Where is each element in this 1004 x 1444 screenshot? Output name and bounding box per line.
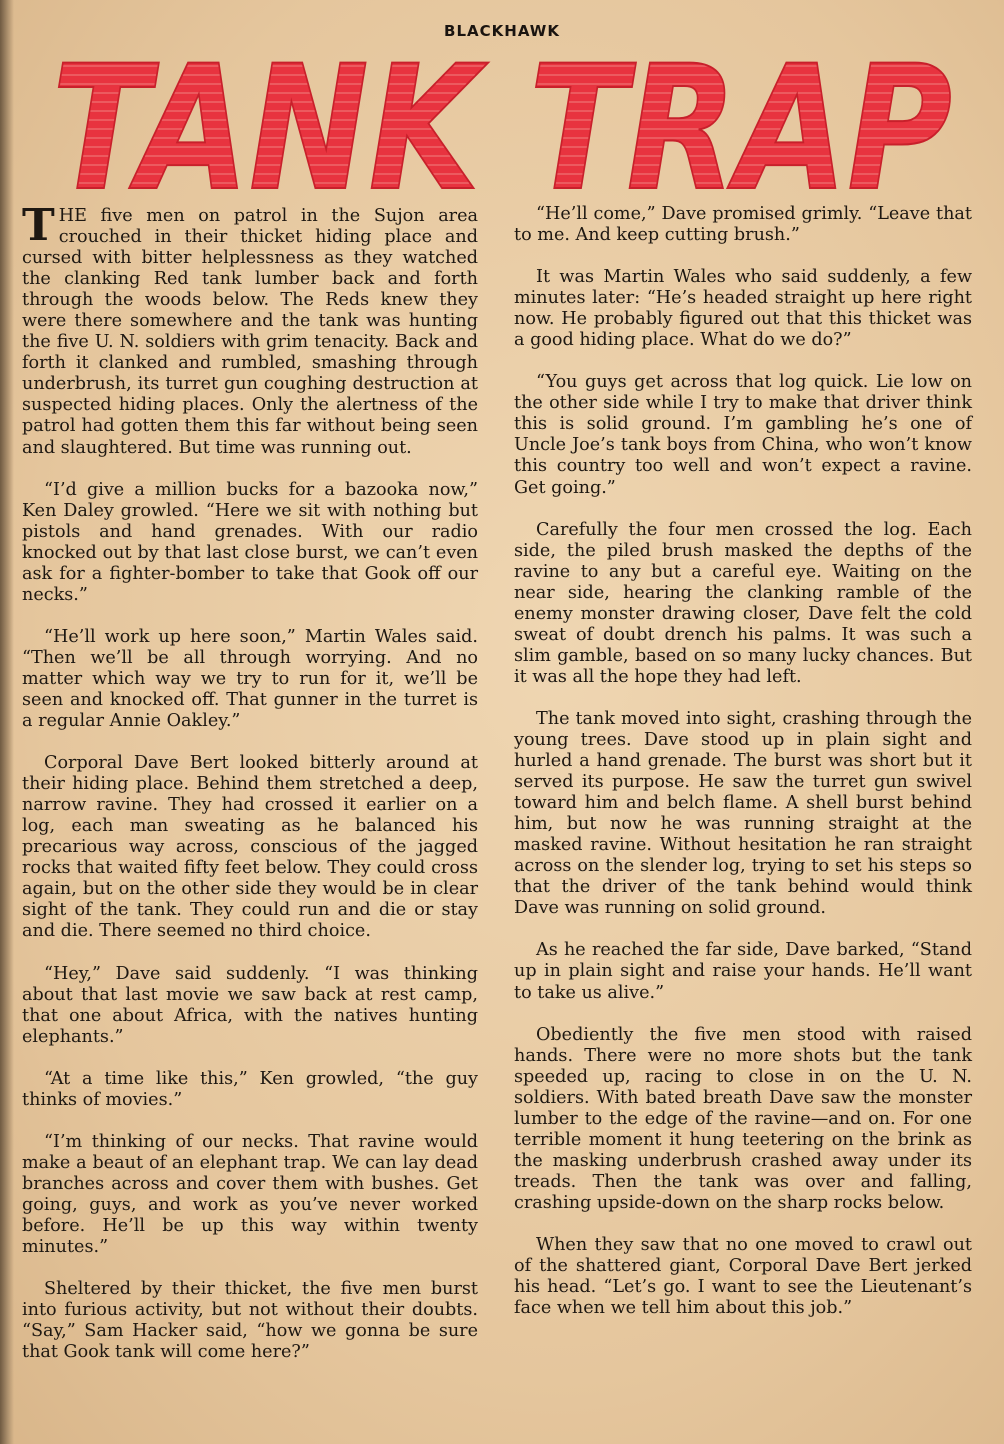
- story-paragraph: Obediently the five men stood with raised hands. There were no more shots but the tank speeded up, racing to close in on the U. N. soldiers. With bated breath Dave saw the monster lumber to the edge of the ravine—and on. For one terrible moment it hung teetering on the brink as the masking underbrush crashed away under its treads. Then the tank was over and falling, crashing upside-down on the sharp rocks below.: [514, 1024, 972, 1213]
- story-paragraph: It was Martin Wales who said suddenly, a few minutes later: “He’s headed straight up here right now. He probably figured out that this thicket was a good hiding place. What do we do?”: [514, 267, 972, 351]
- story-paragraph: Sheltered by their thicket, the five men burst into furious activity, but not without their doubts. “Say,” Sam Hacker said, “how we gonna be sure that Gook tank will come here?”: [22, 1279, 478, 1363]
- binding-gutter: [0, 0, 14, 1444]
- story-paragraph: “Hey,” Dave said suddenly. “I was thinking about that last movie we saw back at rest camp, that one about Africa, with the natives hunting elephants.”: [22, 963, 478, 1047]
- story-title: [0, 36, 1004, 206]
- story-paragraph: “At a time like this,” Ken growled, “the guy thinks of movies.”: [22, 1068, 478, 1110]
- right-column: [514, 204, 972, 1340]
- story-paragraph: “He’ll work up here soon,” Martin Wales said. “Then we’ll be all through worrying. And no matter which way we try to run for it, we’ll be seen and knocked off. That gunner in the turret is a regular Annie Oakley.”: [22, 626, 478, 732]
- title-art: [0, 36, 1004, 206]
- story-paragraph: Carefully the four men crossed the log. Each side, the piled brush masked the depths of the ravine to any but a careful eye. Waiting on the near side, hearing the clanking ramble of the enemy monster drawing closer, Dave felt the cold sweat of doubt drench his palms. It was such a slim gamble, based on so many lucky chances. But it was all the hope they had left.: [514, 519, 972, 687]
- story-paragraph: Corporal Dave Bert looked bitterly around at their hiding place. Behind them stretched a deep, narrow ravine. They had crossed it earlier on a log, each man sweating as he balanced his precarious way across, conscious of the jagged rocks that waited fifty feet below. They could cross again, but on the other side they would be in clear sight of the tank. They could run and die or stay and die. There seemed no third choice.: [22, 753, 478, 942]
- series-header: BLACKHAWK: [444, 22, 560, 40]
- drop-cap: T: [22, 200, 55, 251]
- story-paragraph: “He’ll come,” Dave promised grimly. “Leave that to me. And keep cutting brush.”: [514, 204, 972, 246]
- story-paragraph: “I’m thinking of our necks. That ravine would make a beaut of an elephant trap. We can lay dead branches across and cover them with bushes. Get going, guys, and work as you’ve never worked before. He’ll be up this way within twenty minutes.”: [22, 1131, 478, 1258]
- title-text: TANK TRAP: [52, 36, 952, 206]
- story-paragraph: “I’d give a million bucks for a bazooka now,” Ken Daley growled. “Here we sit with nothing but pistols and hand grenades. With our radio knocked out by that last close burst, we can’t even ask for a fighter-bomber to take that Gook off our necks.”: [22, 479, 478, 605]
- story-paragraph: As he reached the far side, Dave barked, “Stand up in plain sight and raise your hands. He’ll want to take us alive.”: [514, 940, 972, 1003]
- story-paragraph: [22, 200, 478, 459]
- left-column: [22, 200, 478, 1384]
- story-paragraph: The tank moved into sight, crashing through the young trees. Dave stood up in plain sight and hurled a hand grenade. The burst was short but it served its purpose. He saw the turret gun swivel toward him and belch flame. A shell burst behind him, but now he was running straight at the masked ravine. Without hesitation he ran straight across on the slender log, trying to set his steps so that the driver of the tank behind would think Dave was running on solid ground.: [514, 708, 972, 919]
- paragraph-text: HE five men on patrol in the Sujon area crouched in their thicket hiding place and cursed with bitter helplessness as they watched the clanking Red tank lumber back and forth through the woods below. The Reds knew they were there somewhere and the tank was hunting the five U. N. soldiers with grim tenacity. Back and forth it clanked and rumbled, smashing through underbrush, its turret gun coughing destruction at suspected hiding places. Only the alertness of the patrol had gotten them this far without being seen and slaughtered. But time was running out.: [22, 206, 478, 458]
- story-paragraph: When they saw that no one moved to crawl out of the shattered giant, Corporal Dave Bert jerked his head. “Let’s go. I want to see the Lieutenant’s face when we tell him about this job.”: [514, 1234, 972, 1319]
- story-paragraph: “You guys get across that log quick. Lie low on the other side while I try to make that driver think this is solid ground. I’m gambling he’s one of Uncle Joe’s tank boys from China, who won’t know this country too well and won’t expect a ravine. Get going.”: [514, 372, 972, 498]
